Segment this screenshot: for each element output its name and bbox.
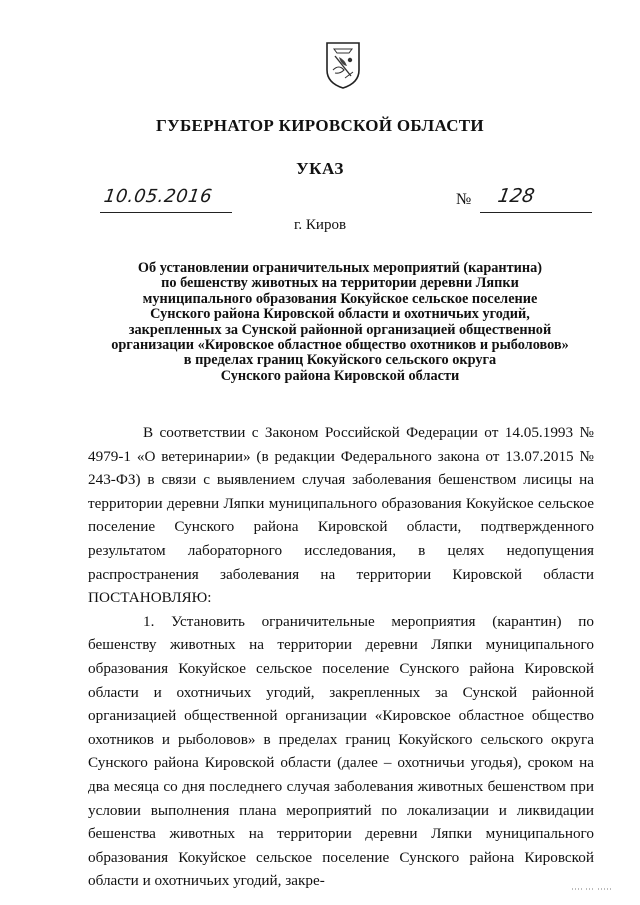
item-1-paragraph: 1. Установить ограничительные мероприятия (карантин) по бешенству животных на территории деревни Ляпки муниципального образования Кокуйское сельское поселение Сунского района Кировской области и охотничьих угодий, закрепленных за Сунской районной организацией общественной организации «Кировское областное общество охотников и рыболовов» в пределах границ Кокуйского сельского округа Сунского района Кировской области (далее – охотничьи угодья), сроком на два месяца со дня последнего случая заболевания животных бешенством при условии выполнения плана мероприятий по локализации и ликвидации бешенства животных на территории деревни Ляпки муниципального образования Кокуйское сельское поселение Сунского района Кировской области и охотничьих угодий, закре- — [88, 612, 594, 890]
title-line: Сунского района Кировской области и охотничьих угодий, — [150, 306, 530, 323]
preamble-paragraph: В соответствии с Законом Российской Федерации от 14.05.1993 № 4979-1 «О ветеринарии» (в редакции Федерального закона от 13.07.2015 № 243-ФЗ) в связи с выявлением случая заболевания бешенством лисицы на территории деревни Ляпки муниципального образования Кокуйское сельское поселение Сунского района Кировской области, подтвержденного результатом лабораторного исследования, в целях недопущения распространения заболевания на территории Кировской области ПОСТАНОВЛЯЮ: — [88, 424, 594, 607]
title-line: муниципального образования Кокуйское сельское поселение — [142, 290, 538, 307]
title-line: Сунского района Кировской области — [220, 367, 460, 384]
title-line: закрепленных за Сунской районной организацией общественной — [128, 321, 552, 338]
number-label: № — [456, 191, 472, 208]
number-field — [480, 185, 592, 213]
title-line: Об установлении ограничительных мероприятий (карантина) — [137, 260, 543, 276]
document-type: УКАЗ — [296, 159, 344, 178]
coat-of-arms-icon — [325, 40, 361, 90]
issuing-authority: ГУБЕРНАТОР КИРОВСКОЙ ОБЛАСТИ — [156, 116, 484, 135]
title-line: в пределах границ Кокуйского сельского округа — [183, 352, 497, 369]
scan-mark-icon — [572, 886, 612, 892]
title-line: организации «Кировское областное общество охотников и рыболовов» — [111, 337, 569, 354]
decree-body — [88, 421, 594, 893]
date-field — [100, 188, 232, 213]
decree-title — [100, 261, 580, 384]
title-line: по бешенству животных на территории деревни Ляпки — [161, 275, 519, 292]
handwritten-date: 10.05.2016 — [102, 186, 214, 207]
city: г. Киров — [293, 217, 347, 233]
handwritten-number: 128 — [496, 185, 537, 207]
